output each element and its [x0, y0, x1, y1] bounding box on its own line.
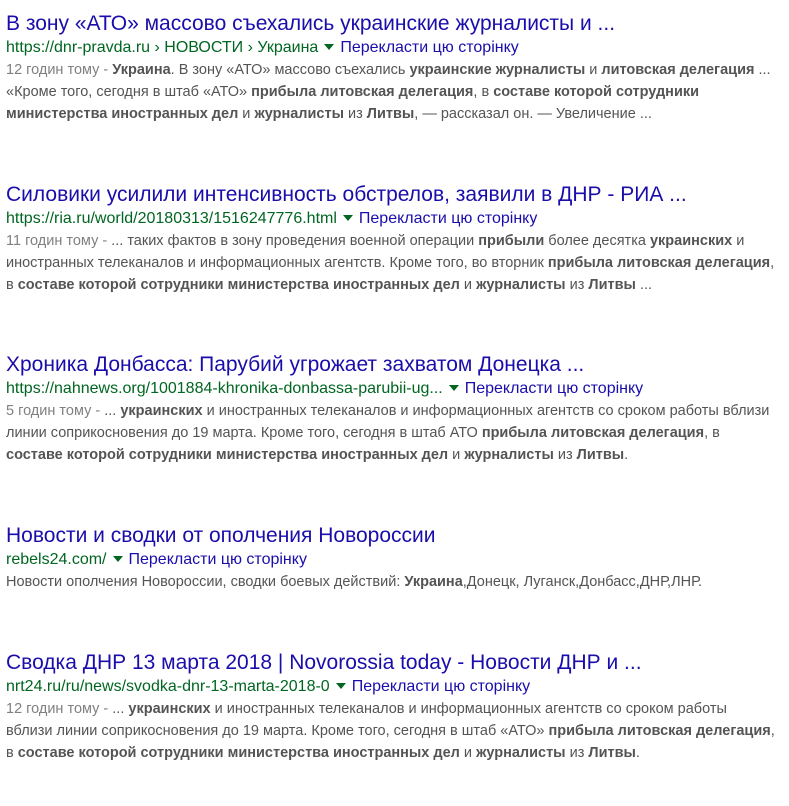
- result-url: rebels24.com/: [6, 551, 107, 568]
- snippet-segment: и иностранных телеканалов и информационных агентств. Кроме того, во вторник: [6, 233, 745, 271]
- search-result: [6, 522, 776, 593]
- result-snippet: [6, 698, 776, 764]
- snippet-segment: , — рассказал он. — Увеличение ...: [414, 106, 652, 122]
- snippet-segment: ...: [635, 277, 653, 293]
- translate-page-link[interactable]: Перекласти цю сторінку: [358, 210, 538, 227]
- snippet-segment: и: [459, 745, 477, 761]
- snippet-segment: и: [459, 277, 477, 293]
- snippet-highlight: журналисты: [476, 277, 566, 293]
- snippet-highlight: украинских: [120, 403, 203, 419]
- result-date: 11 годин тому -: [6, 233, 112, 249]
- snippet-highlight: составе которой сотрудники министерства иностранных дел: [17, 277, 460, 293]
- snippet-highlight: украинские журналисты: [409, 62, 586, 78]
- snippet-highlight: составе которой сотрудники министерства иностранных дел: [6, 84, 700, 122]
- snippet-segment: из: [565, 745, 589, 761]
- dropdown-arrow-icon[interactable]: [336, 683, 346, 689]
- snippet-highlight: Литвы: [588, 745, 636, 761]
- search-result: [6, 10, 776, 125]
- result-title-link[interactable]: Сводка ДНР 13 марта 2018 | Novorossia today - Новости ДНР и ...: [6, 651, 642, 674]
- snippet-segment: ...: [112, 701, 129, 717]
- snippet-highlight: составе которой сотрудники министерства иностранных дел: [17, 745, 460, 761]
- dropdown-arrow-icon[interactable]: [343, 215, 353, 221]
- snippet-segment: , в: [6, 723, 775, 761]
- snippet-highlight: украинских: [649, 233, 733, 249]
- result-url: https://dnr-pravda.ru › НОВОСТИ › Украина: [6, 39, 319, 56]
- result-date: 5 годин тому -: [6, 403, 105, 419]
- result-url: https://nahnews.org/1001884-khronika-donbassa-parubii-ug...: [6, 380, 443, 397]
- snippet-text: [6, 233, 774, 293]
- snippet-segment: и: [238, 106, 255, 122]
- snippet-text: [6, 62, 771, 122]
- snippet-highlight: Украина: [404, 574, 463, 590]
- translate-page-link[interactable]: Перекласти цю сторінку: [351, 678, 531, 695]
- result-url-line: [6, 676, 776, 698]
- snippet-highlight: Украина: [112, 62, 171, 78]
- snippet-text: [6, 403, 769, 463]
- snippet-highlight: прибыла литовская делегация: [481, 425, 705, 441]
- result-snippet: [6, 571, 776, 593]
- snippet-highlight: журналисты: [254, 106, 344, 122]
- result-url: https://ria.ru/world/20180313/1516247776.html: [6, 210, 337, 227]
- snippet-segment: ...: [104, 403, 121, 419]
- result-date: 12 годин тому -: [6, 701, 113, 717]
- snippet-highlight: литовская делегация: [601, 62, 755, 78]
- snippet-segment: ... таких фактов в зону проведения военной операции: [111, 233, 479, 249]
- snippet-segment: из: [565, 277, 589, 293]
- snippet-highlight: прибыли: [478, 233, 545, 249]
- dropdown-arrow-icon[interactable]: [449, 385, 459, 391]
- snippet-highlight: прибыла литовская делегация: [548, 723, 771, 739]
- result-url-line: [6, 37, 776, 59]
- result-snippet: [6, 230, 776, 296]
- snippet-highlight: журналисты: [476, 745, 566, 761]
- snippet-segment: . В зону «АТО» массово съехались: [170, 62, 410, 78]
- result-title-link[interactable]: Силовики усилили интенсивность обстрелов, заявили в ДНР - РИА ...: [6, 183, 687, 206]
- result-title-link[interactable]: Хроника Донбасса: Парубий угрожает захватом Донецка ...: [6, 353, 585, 376]
- translate-page-link[interactable]: Перекласти цю сторінку: [340, 39, 519, 56]
- snippet-highlight: прибыла литовская делегация: [251, 84, 474, 100]
- dropdown-arrow-icon[interactable]: [113, 556, 123, 562]
- snippet-segment: более десятка: [544, 233, 650, 249]
- search-result: [6, 351, 776, 466]
- snippet-highlight: Литвы: [576, 447, 625, 463]
- snippet-highlight: прибыла литовская делегация: [547, 255, 771, 271]
- translate-page-link[interactable]: Перекласти цю сторінку: [128, 551, 307, 568]
- snippet-highlight: украинских: [128, 701, 211, 717]
- snippet-segment: и иностранных телеканалов и информационных агентств со сроком работы вблизи линии соприкосновения до 19 марта. Кроме того, сегодня в штаб «АТО»: [6, 701, 727, 739]
- result-url-line: [6, 549, 776, 571]
- snippet-segment: и: [585, 62, 602, 78]
- snippet-segment: .: [635, 745, 640, 761]
- search-result: [6, 181, 776, 296]
- snippet-segment: , в: [6, 255, 775, 293]
- result-title-link[interactable]: Новости и сводки от ополчения Новороссии: [6, 524, 436, 547]
- snippet-text: [6, 701, 775, 761]
- snippet-segment: , в: [473, 84, 494, 100]
- snippet-segment: Новости ополчения Новороссии, сводки боевых действий:: [6, 574, 405, 590]
- result-date: 12 годин тому -: [6, 62, 113, 78]
- result-url-line: [6, 378, 776, 400]
- snippet-highlight: составе которой сотрудники министерства иностранных дел: [6, 447, 449, 463]
- translate-page-link[interactable]: Перекласти цю сторінку: [464, 380, 644, 397]
- snippet-segment: из: [343, 106, 367, 122]
- snippet-highlight: Литвы: [366, 106, 415, 122]
- dropdown-arrow-icon[interactable]: [324, 44, 334, 50]
- result-url-line: [6, 208, 776, 230]
- result-snippet: [6, 59, 776, 125]
- snippet-segment: ,Донецк, Луганск,Донбасс,ДНР,ЛНР.: [462, 574, 703, 590]
- snippet-segment: , в: [704, 425, 720, 441]
- snippet-text: [6, 574, 702, 590]
- search-result: [6, 649, 776, 764]
- snippet-segment: из: [553, 447, 577, 463]
- snippet-segment: .: [624, 447, 629, 463]
- result-title-link[interactable]: В зону «АТО» массово съехались украинские журналисты и ...: [6, 12, 616, 35]
- snippet-segment: и иностранных телеканалов и информационных агентств со сроком работы вблизи линии соприкосновения до 19 марта. Кроме того, сегодня в штаб АТО: [6, 403, 770, 441]
- snippet-segment: ... «Кроме того, сегодня в штаб «АТО»: [6, 62, 771, 100]
- snippet-highlight: Литвы: [588, 277, 636, 293]
- result-url: nrt24.ru/ru/news/svodka-dnr-13-marta-2018-0: [6, 678, 330, 695]
- snippet-segment: и: [448, 447, 465, 463]
- snippet-highlight: журналисты: [464, 447, 554, 463]
- result-snippet: [6, 400, 776, 466]
